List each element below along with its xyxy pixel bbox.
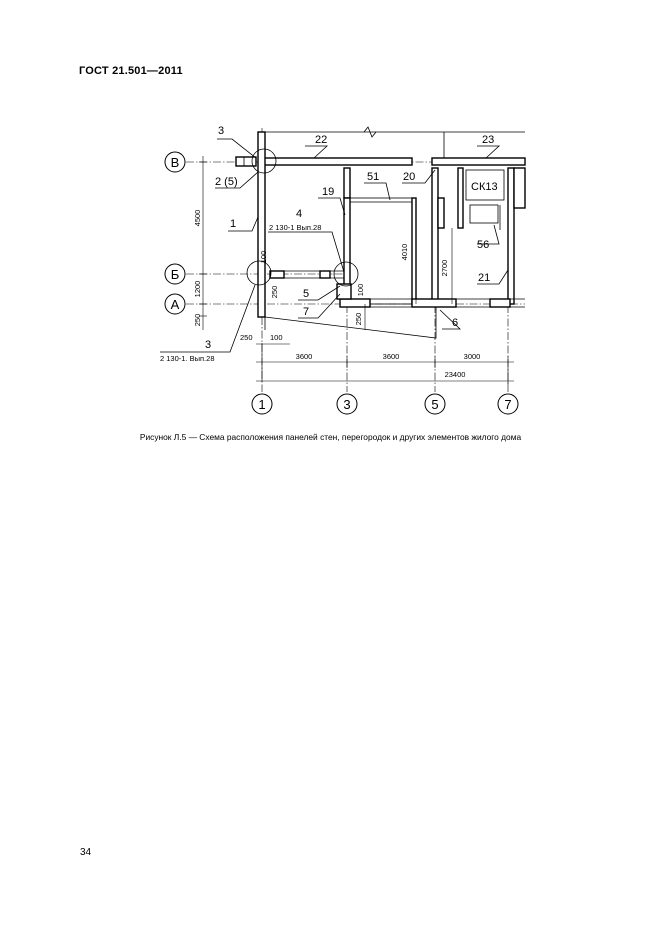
axis-label-a: А [170,297,180,312]
label-2-5: 2 (5) [215,176,238,188]
axis-bubble-b [165,264,185,284]
axis-bubble-7 [498,394,518,414]
label-1: 1 [230,218,237,230]
dim-3600-a: 3600 [295,352,313,361]
label-ck13: СК13 [471,181,498,193]
dim-1200: 1200 [193,280,202,298]
label-56: 56 [477,239,490,251]
axis-label-7: 7 [504,397,512,412]
dim-4500: 4500 [193,209,202,227]
axis-bubble-5 [425,394,445,414]
label-21: 21 [478,272,491,284]
dim-3000: 3000 [463,352,481,361]
dim-250-bottom: 250 [240,333,253,342]
label-6: 6 [452,317,459,329]
label-3-ref: 2 130-1. Вып.28 [160,354,215,363]
figure-caption: Рисунок Л.5 — Схема расположения панелей стен, перегородок и других элементов жилого дома [139,432,522,442]
label-4-ref: 2 130-1 Вып.28 [269,223,322,232]
axis-bubble-v [165,152,185,172]
label-20: 20 [403,171,416,183]
dim-100-bottom: 100 [270,333,283,342]
axis-bubble-3 [337,394,357,414]
axis-label-3: 3 [343,397,351,412]
wall-panels [236,132,525,338]
dim-23400: 23400 [444,370,466,379]
axis-label-v: В [170,155,180,170]
axis-label-b: Б [170,267,180,282]
page-number: 34 [80,847,92,858]
label-19: 19 [322,186,335,198]
label-4: 4 [296,208,303,220]
dim-3600-b: 3600 [382,352,400,361]
dim-250-left: 250 [193,313,202,327]
dim-100-b: 100 [356,283,365,297]
label-5: 5 [303,288,310,300]
dim-250-b: 250 [270,285,279,299]
axis-bubble-1 [252,394,272,414]
dim-100-a: 100 [259,250,268,264]
label-3-top: 3 [218,125,225,137]
label-51: 51 [367,171,380,183]
label-3-bottom: 3 [205,339,212,351]
axis-label-1: 1 [258,397,266,412]
dim-250-c: 250 [354,312,363,326]
label-7: 7 [303,306,310,318]
axis-bubble-a [165,294,185,314]
dim-4010: 4010 [400,243,409,261]
document-header: ГОСТ 21.501—2011 [79,65,183,77]
axis-label-5: 5 [431,397,439,412]
label-22: 22 [315,134,328,146]
label-23: 23 [482,134,495,146]
dim-2700: 2700 [440,259,449,277]
